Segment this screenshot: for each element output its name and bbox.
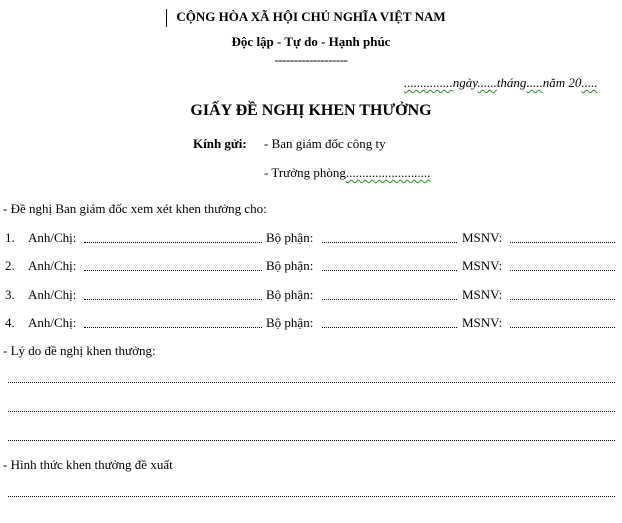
recipient-board: - Ban giám đốc công ty — [264, 136, 386, 151]
date-dots-before-day: ............... — [404, 75, 453, 90]
nominee-employee-id-field[interactable] — [510, 270, 615, 271]
reward-form-line[interactable] — [8, 496, 615, 497]
motto: Độc lập - Tự do - Hạnh phúc — [231, 34, 391, 49]
date-dots-after-year: ..... — [581, 75, 598, 90]
nominee-employee-id-field[interactable] — [510, 327, 615, 328]
date-day-label: ngày — [452, 75, 478, 90]
form-title: GIẤY ĐỀ NGHỊ KHEN THƯỞNG — [190, 102, 432, 119]
recipient-department-head: - Trưởng phòng.......................... — [264, 165, 431, 180]
nominee-employee-id-label: MSNV: — [462, 315, 503, 330]
nominee-name-label: Anh/Chị: — [28, 230, 77, 245]
nominee-department-label: Bộ phận: — [266, 315, 314, 330]
nominee-number: 2. — [5, 258, 15, 273]
nominee-number: 1. — [5, 230, 15, 245]
nominee-department-label: Bộ phận: — [266, 230, 314, 245]
nominee-number: 3. — [5, 287, 15, 302]
nominee-department-field[interactable] — [322, 242, 457, 243]
date-line — [404, 75, 598, 91]
nominee-name-field[interactable] — [84, 299, 262, 300]
request-intro: - Đề nghị Ban giám đốc xem xét khen thưởng cho: — [3, 201, 267, 216]
national-title: CỘNG HÒA XÃ HỘI CHỦ NGHĨA VIỆT NAM — [176, 9, 446, 24]
reason-line[interactable] — [8, 411, 615, 412]
reason-label — [3, 343, 156, 359]
nominee-department-field[interactable] — [322, 327, 457, 328]
nominee-name-field[interactable] — [84, 242, 262, 243]
nominee-number: 4. — [5, 315, 15, 330]
nominee-department-label: Bộ phận: — [266, 258, 314, 273]
nominee-name-label: Anh/Chị: — [28, 258, 77, 273]
date-month-label: tháng — [496, 75, 527, 90]
nominee-name-label: Anh/Chị: — [28, 315, 77, 330]
nominee-employee-id-label: MSNV: — [462, 230, 503, 245]
recipient-dots: .......................... — [345, 165, 431, 180]
reason-label-text: - Lý do đề nghị khen thưởng: — [3, 343, 156, 358]
reason-line[interactable] — [8, 382, 615, 383]
nominee-employee-id-label: MSNV: — [462, 258, 503, 273]
date-year-label: năm 20 — [542, 75, 582, 90]
nominee-name-field[interactable] — [84, 270, 262, 271]
date-dots-before-month: ...... — [477, 75, 497, 90]
date-dots-before-year: ..... — [526, 75, 543, 90]
nominee-employee-id-field[interactable] — [510, 299, 615, 300]
nominee-employee-id-label: MSNV: — [462, 287, 503, 302]
header-separator: ------------------- — [274, 52, 348, 67]
nominee-department-field[interactable] — [322, 299, 457, 300]
nominee-name-field[interactable] — [84, 327, 262, 328]
nominee-name-label: Anh/Chị: — [28, 287, 77, 302]
nominee-employee-id-field[interactable] — [510, 242, 615, 243]
reason-line[interactable] — [8, 440, 615, 441]
reward-form-label: - Hình thức khen thưởng đề xuất — [3, 457, 173, 472]
recipient-label: Kính gửi: — [193, 136, 247, 151]
nominee-department-field[interactable] — [322, 270, 457, 271]
nominee-department-label: Bộ phận: — [266, 287, 314, 302]
